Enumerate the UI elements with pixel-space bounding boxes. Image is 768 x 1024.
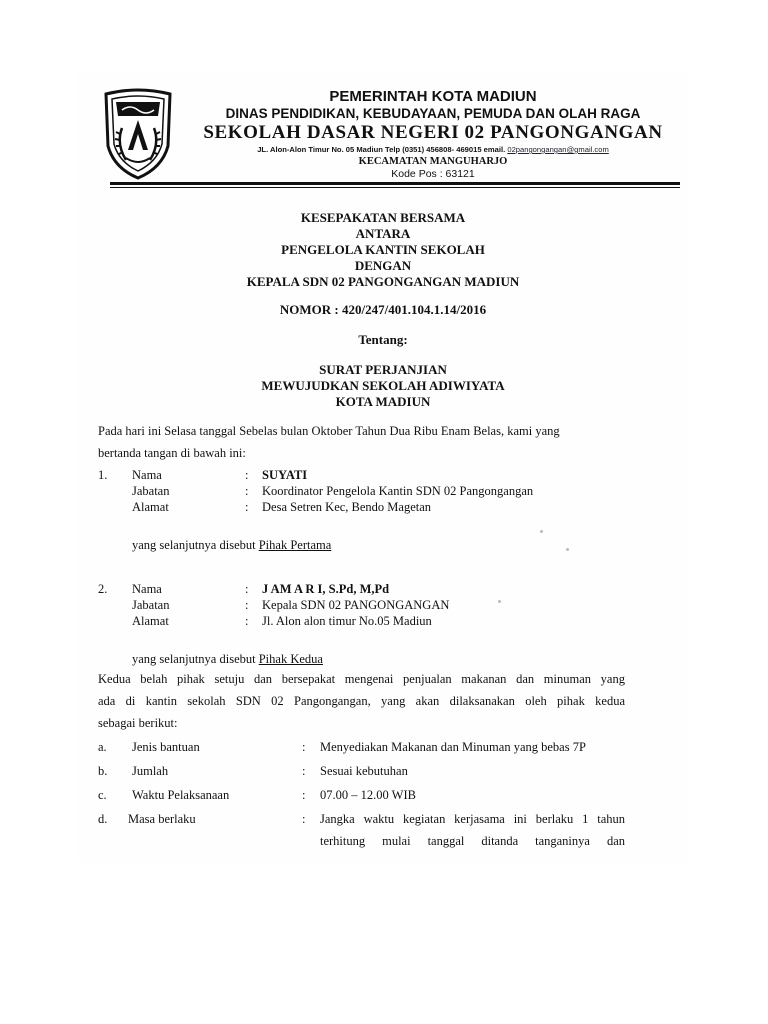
subject-line-3: KOTA MADIUN <box>335 394 431 409</box>
term-colon: : <box>302 812 306 826</box>
letterhead-district: KECAMATAN MANGUHARJO <box>358 156 508 167</box>
scan-speck <box>566 548 569 551</box>
party-colon: : <box>245 582 249 596</box>
party-colon: : <box>245 468 249 482</box>
subject-line-1: SURAT PERJANJIAN <box>319 362 447 377</box>
term-letter: c. <box>98 788 107 802</box>
letter-page <box>78 72 688 862</box>
party-position: Koordinator Pengelola Kantin SDN 02 Pangongangan <box>262 484 534 498</box>
term-colon: : <box>302 788 306 802</box>
party-address-label: Alamat <box>132 500 169 514</box>
letterhead-address <box>178 145 688 154</box>
party-name-label: Nama <box>132 582 162 596</box>
designation-prefix: yang selanjutnya disebut <box>132 538 259 552</box>
title-line-4: DENGAN <box>354 258 412 273</box>
term-colon: : <box>302 740 306 754</box>
letterhead-divider-thin <box>110 187 680 188</box>
party-colon: : <box>245 598 249 612</box>
letterhead-department: DINAS PENDIDIKAN, KEBUDAYAAN, PEMUDA DAN OLAH RAGA <box>225 106 641 121</box>
letterhead-divider-thick <box>110 182 680 185</box>
party-address-label: Alamat <box>132 614 169 628</box>
party-designation <box>132 652 323 667</box>
term-label: Jumlah <box>132 764 169 778</box>
subject-line-2: MEWUJUDKAN SEKOLAH ADIWIYATA <box>261 378 505 393</box>
title-line-1: KESEPAKATAN BERSAMA <box>300 210 466 225</box>
scan-speck <box>540 530 543 533</box>
party-colon: : <box>245 484 249 498</box>
designation-prefix: yang selanjutnya disebut <box>132 652 259 666</box>
party-name: SUYATI <box>262 468 308 482</box>
term-colon: : <box>302 764 306 778</box>
designation-term: Pihak Kedua <box>258 652 323 666</box>
term-value-continuation: terhitung mulai tanggal ditanda tanganinya dan <box>320 834 625 848</box>
party-position: Kepala SDN 02 PANGONGANGAN <box>262 598 450 612</box>
letterhead-government: PEMERINTAH KOTA MADIUN <box>329 88 537 105</box>
document-number: NOMOR : 420/247/401.104.1.14/2016 <box>279 302 487 317</box>
city-emblem-logo <box>102 88 174 180</box>
title-line-3: PENGELOLA KANTIN SEKOLAH <box>281 242 485 257</box>
agreement-line-1: Kedua belah pihak setuju dan bersepakat mengenai penjualan makanan dan minuman yang <box>98 672 625 686</box>
term-label: Waktu Pelaksanaan <box>132 788 230 802</box>
term-letter: d. <box>98 812 108 826</box>
agreement-line-3: sebagai berikut: <box>98 716 178 730</box>
term-label: Jenis bantuan <box>132 740 200 754</box>
term-value: Jangka waktu kegiatan kerjasama ini berlaku 1 tahun <box>320 812 625 826</box>
opening-line-1: Pada hari ini Selasa tanggal Sebelas bulan Oktober Tahun Dua Ribu Enam Belas, kami yang <box>98 424 560 438</box>
agreement-line-2: ada di kantin sekolah SDN 02 Pangongangan, yang akan dilaksanakan oleh pihak kedua <box>98 694 625 708</box>
letterhead-school-name: SEKOLAH DASAR NEGERI 02 PANGONGANGAN <box>203 122 663 143</box>
party-name: J AM A R I, S.Pd, M,Pd <box>262 582 390 596</box>
party-colon: : <box>245 500 249 514</box>
party-number: 1. <box>98 468 108 482</box>
designation-term: Pihak Pertama <box>258 538 332 552</box>
party-address: Desa Setren Kec, Bendo Magetan <box>262 500 432 514</box>
scan-speck <box>498 600 501 603</box>
party-position-label: Jabatan <box>132 598 170 612</box>
term-value: Menyediakan Makanan dan Minuman yang bebas 7P <box>320 740 586 754</box>
title-line-5: KEPALA SDN 02 PANGONGANGAN MADIUN <box>246 274 520 289</box>
letterhead-postal-code: Kode Pos : 63121 <box>391 168 475 180</box>
term-letter: a. <box>98 740 107 754</box>
address-text: JL. Alon-Alon Timur No. 05 Madiun Telp (0351) 456808- 469015 email. <box>257 145 506 154</box>
term-value: Sesuai kebutuhan <box>320 764 408 778</box>
term-value: 07.00 – 12.00 WIB <box>320 788 416 802</box>
term-label: Masa berlaku <box>128 812 196 826</box>
term-letter: b. <box>98 764 108 778</box>
party-name-label: Nama <box>132 468 162 482</box>
party-position-label: Jabatan <box>132 484 170 498</box>
party-designation <box>132 538 331 553</box>
about-heading: Tentang: <box>358 332 408 347</box>
title-line-2: ANTARA <box>355 226 411 241</box>
party-colon: : <box>245 614 249 628</box>
party-address: Jl. Alon alon timur No.05 Madiun <box>262 614 432 628</box>
email-address: 02pangongangan@gmail.com <box>507 145 609 154</box>
party-number: 2. <box>98 582 108 596</box>
opening-line-2: bertanda tangan di bawah ini: <box>98 446 246 460</box>
